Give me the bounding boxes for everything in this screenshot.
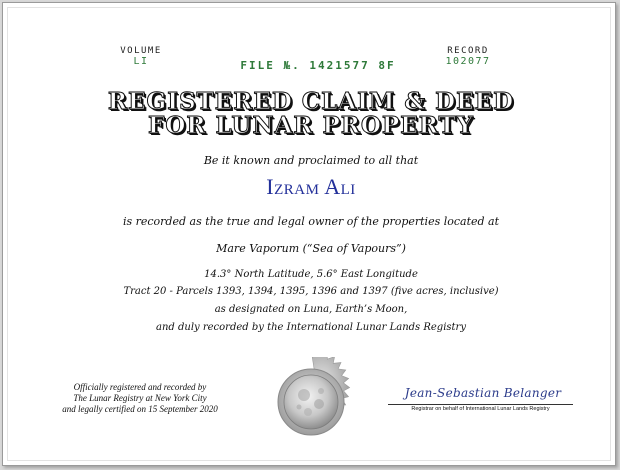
registration-note (45, 382, 235, 415)
coordinates-text: 14.3° North Latitude, 5.6° East Longitude (204, 269, 418, 280)
record-block (433, 46, 503, 67)
title-line-1: REGISTERED CLAIM & DEED (107, 88, 515, 115)
tract-parcels-text: Tract 20 - Parcels 1393, 1394, 1395, 1396 and 1397 (five acres, inclusive) (123, 286, 499, 297)
registration-note-line-1: Officially registered and recorded by (73, 382, 207, 392)
property-location: Mare Vaporum (“Sea of Vapours”) (216, 242, 406, 255)
moon-seal-icon (266, 357, 356, 447)
registration-note-line-2: The Lunar Registry at New York City (73, 393, 207, 403)
volume-block (111, 46, 171, 67)
volume-label: VOLUME (120, 46, 162, 56)
registrar-signature: Jean-Sebastian Belanger (404, 386, 562, 400)
deed-certificate (2, 2, 616, 466)
signature-caption: Registrar on behalf of International Lunar Lands Registry (411, 406, 550, 412)
intro-text: Be it known and proclaimed to all that (203, 154, 419, 167)
designation-text: as designated on Luna, Earth’s Moon, (214, 304, 408, 315)
record-value: 102077 (445, 56, 491, 67)
record-label: RECORD (447, 46, 489, 56)
recorded-as-text: is recorded as the true and legal owner of the properties located at (122, 215, 500, 228)
title-line-2: FOR LUNAR PROPERTY (148, 112, 474, 139)
registration-note-line-3: and legally certified on 15 September 2020 (62, 404, 218, 414)
volume-value: LI (133, 56, 149, 67)
file-number: FILE №. 1421577 8F (240, 59, 396, 72)
registry-text: and duly recorded by the International Lunar Lands Registry (156, 322, 466, 333)
owner-name: Izram Ali (266, 174, 356, 199)
signature-line (388, 404, 573, 405)
